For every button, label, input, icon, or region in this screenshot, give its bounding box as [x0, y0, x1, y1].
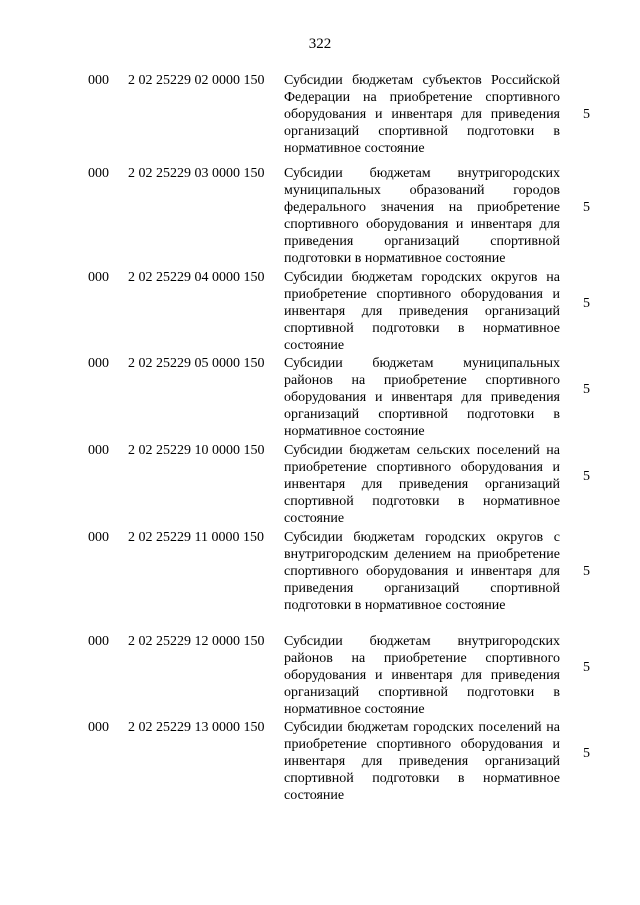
table-row — [0, 719, 640, 809]
budget-classification-code: 2 02 25229 12 0000 150 — [128, 634, 265, 649]
norm-value: 5 — [583, 746, 590, 761]
row-description: Субсидии бюджетам городских округов на приобретение спортивного оборудования и инвентаря для приведения организаций спортивной подготовки в нормативное состояние — [284, 270, 560, 353]
row-description: Субсидии бюджетам городских округов с внутригородским делением на приобретение спортивного оборудования и инвентаря для приведения организаций спортивной подготовки в нормативное состояние — [284, 530, 560, 613]
admin-code: 000 — [88, 356, 109, 371]
norm-value: 5 — [583, 469, 590, 484]
norm-value: 5 — [583, 200, 590, 215]
admin-code: 000 — [88, 270, 109, 285]
admin-code: 000 — [88, 443, 109, 458]
row-description: Субсидии бюджетам субъектов Российской Федерации на приобретение спортивного оборудования и инвентаря для приведения организаций спортивной подготовки в нормативное состояние — [284, 73, 560, 156]
norm-value: 5 — [583, 382, 590, 397]
table-row — [0, 165, 640, 269]
budget-classification-code: 2 02 25229 13 0000 150 — [128, 720, 265, 735]
admin-code: 000 — [88, 530, 109, 545]
table-row — [0, 355, 640, 442]
norm-value: 5 — [583, 296, 590, 311]
row-description: Субсидии бюджетам внутригородских районов на приобретение спортивного оборудования и инвентаря для приведения организаций спортивной подготовки в нормативное состояние — [284, 634, 560, 717]
budget-classification-code: 2 02 25229 02 0000 150 — [128, 73, 265, 88]
table-row — [0, 442, 640, 529]
row-description: Субсидии бюджетам городских поселений на приобретение спортивного оборудования и инвентаря для приведения организаций спортивной подготовки в нормативное состояние — [284, 720, 560, 803]
norm-value: 5 — [583, 660, 590, 675]
table-row — [0, 633, 640, 719]
table-row — [0, 72, 640, 165]
norm-value: 5 — [583, 564, 590, 579]
admin-code: 000 — [88, 720, 109, 735]
budget-classification-code: 2 02 25229 03 0000 150 — [128, 166, 265, 181]
norm-value: 5 — [583, 107, 590, 122]
admin-code: 000 — [88, 166, 109, 181]
budget-classification-code: 2 02 25229 04 0000 150 — [128, 270, 265, 285]
admin-code: 000 — [88, 73, 109, 88]
table-row — [0, 529, 640, 633]
table-row — [0, 269, 640, 355]
budget-classification-code: 2 02 25229 10 0000 150 — [128, 443, 265, 458]
row-description: Субсидии бюджетам сельских поселений на приобретение спортивного оборудования и инвентаря для приведения организаций спортивной подготовки в нормативное состояние — [284, 443, 560, 526]
budget-classification-code: 2 02 25229 05 0000 150 — [128, 356, 265, 371]
budget-classification-code: 2 02 25229 11 0000 150 — [128, 530, 264, 545]
page-number: 322 — [308, 36, 332, 52]
budget-code-table — [0, 72, 640, 809]
row-description: Субсидии бюджетам муниципальных районов на приобретение спортивного оборудования и инвентаря для приведения организаций спортивной подготовки в нормативное состояние — [284, 356, 560, 439]
row-description: Субсидии бюджетам внутригородских муниципальных образований городов федерального значения на приобретение спортивного оборудования и инвентаря для приведения организаций спортивной подготовки в нормативное состояние — [284, 166, 560, 266]
admin-code: 000 — [88, 634, 109, 649]
